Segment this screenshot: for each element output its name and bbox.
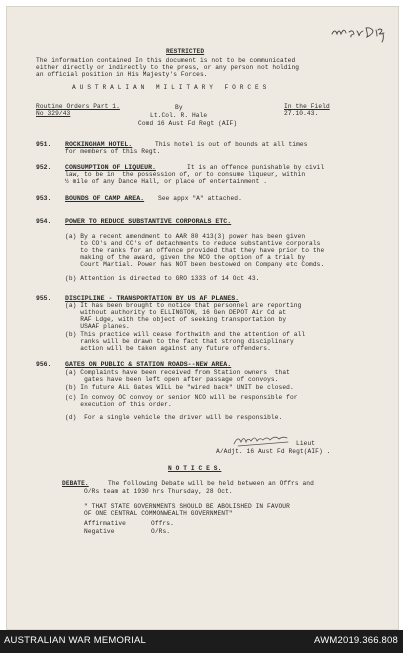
order-text-line: ranks will be drawn to the fact that strong disciplinary — [65, 338, 294, 345]
order-number: 952. — [36, 164, 52, 171]
order-title: CONSUMPTION OF LIQUEUR. — [65, 164, 157, 171]
order-text-line: (b) In future ALL Gates WILL be "wired back" UNIT be closed. — [65, 384, 294, 391]
order-text-line: USAAF planes. — [65, 323, 130, 330]
signature-role: A/Adjt. 16 Aust Fd Regt(AIF) . — [216, 448, 331, 455]
orders-by: By — [175, 104, 183, 111]
order-number: 954. — [36, 218, 52, 225]
order-title: BOUNDS OF CAMP AREA. — [65, 195, 145, 202]
order-title: POWER TO REDUCE SUBSTANTIVE CORPORALS ETC. — [65, 218, 232, 225]
order-text-line: (a) By a recent amendment to AAR 80 413(3) power has been given — [65, 233, 306, 240]
handwritten-signature — [232, 434, 294, 448]
order-text-line: (d) For a single vehicle the driver will be responsible. — [65, 414, 283, 421]
negative-team: O/Rs. — [151, 528, 171, 535]
order-text-line: Court Martial. Power has NOT been bestowed on Company etc Comds. — [65, 261, 325, 268]
notices-heading: N O T I C E S. — [168, 465, 222, 472]
unit-name: Comd 16 Aust Fd Regt (AIF) — [138, 120, 238, 127]
footer-bar — [0, 630, 403, 653]
footer-institution: AUSTRALIAN WAR MEMORIAL — [4, 635, 147, 646]
order-text-line: law, to be in the possession of, or to consume liqueur, within — [65, 171, 306, 178]
signature-rank: Lieut — [296, 440, 316, 447]
order-text-line: making of the award, given the NCO the option of a trial by — [65, 254, 306, 261]
notice-line-1: The information contained In this document is not to be communicated — [36, 57, 296, 64]
order-text-line: (b) This practice will cease forthwith and the attention of all — [65, 331, 306, 338]
order-number: 953. — [36, 195, 52, 202]
commanding-officer: Lt.Col. R. Hale — [150, 112, 208, 119]
order-text-line: gates have been left open after passage of convoys. — [65, 376, 279, 383]
order-text-line: This hotel is out of bounds at all times — [155, 141, 308, 148]
orders-date: 27.10.43. — [284, 110, 319, 117]
debate-line-1: The following Debate will be held between an Offrs and — [108, 480, 314, 487]
order-text-line: (c) In convoy OC convoy or senior NCO will be responsible for — [65, 394, 298, 401]
debate-motion-line-2: OF ONE CENTRAL COMMONWEALTH GOVERNMENT" — [84, 510, 233, 517]
affirmative-label: Affirmative — [84, 520, 126, 527]
debate-line-2: O/Rs team at 1930 hrs Thursday, 28 Oct. — [84, 488, 233, 495]
order-text-line: RAF Ldge, with the object of seeking transportation by — [65, 316, 287, 323]
order-number: 955. — [36, 295, 52, 302]
notice-line-3: an official position in His Majesty's Forces. — [36, 71, 208, 78]
handwritten-war-diary-note — [330, 20, 390, 46]
notice-line-2: either directly or indirectly to the press, or any person not holding — [36, 64, 300, 71]
location: In the Field — [284, 103, 330, 110]
order-text-line: (a) It has been brought to notice that personnel are reporting — [65, 302, 302, 309]
order-text-line: execution of this order. — [65, 401, 172, 408]
order-text-line: to the ranks for an offence provided that they have prior to the — [65, 247, 325, 254]
order-text-line: (a) Complaints have been received from Station owners that — [65, 369, 290, 376]
order-text-line: without authority to ELLINGTON, 16 Gen DEPOT Air Cd at — [65, 309, 287, 316]
order-title: DISCIPLINE - TRANSPORTATION BY US AF PLANES. — [65, 295, 240, 302]
force-title: A U S T R A L I A N M I L I T A R Y F O R C E S — [72, 84, 267, 91]
affirmative-team: Offrs. — [151, 520, 174, 527]
debate-label: DEBATE. — [62, 480, 89, 487]
order-number: 951. — [36, 141, 52, 148]
order-text-line: for members of this Regt. — [65, 148, 161, 155]
order-text-line: action will be taken against any future offenders. — [65, 345, 271, 352]
order-text-line: See appx "A" attached. — [158, 195, 242, 202]
order-text-line: It is an offence punishable by civil — [187, 164, 325, 171]
order-number: 956. — [36, 361, 52, 368]
order-text-line: ½ mile of any Dance Hall, or place of entertainment . — [65, 178, 268, 185]
classification-heading: RESTRICTED — [166, 48, 205, 55]
order-text-line: (b) Attention is directed to GRO 1333 of 14 Oct 43. — [65, 275, 260, 282]
order-text-line: to CO's and CC's of detachments to reduce substantive corporals — [65, 240, 321, 247]
orders-number: No 329/43 — [36, 110, 71, 117]
order-title: GATES ON PUBLIC & STATION ROADS--NEW AREA. — [65, 361, 232, 368]
order-title: ROCKINGHAM HOTEL. — [65, 141, 133, 148]
negative-label: Negative — [84, 528, 115, 535]
footer-accession-number: AWM2019.366.808 — [314, 635, 398, 646]
orders-title: Routine Orders Part 1. — [36, 103, 120, 110]
debate-motion-line-1: " THAT STATE GOVERNMENTS SHOULD BE ABOLISHED IN FAVOUR — [84, 503, 290, 510]
